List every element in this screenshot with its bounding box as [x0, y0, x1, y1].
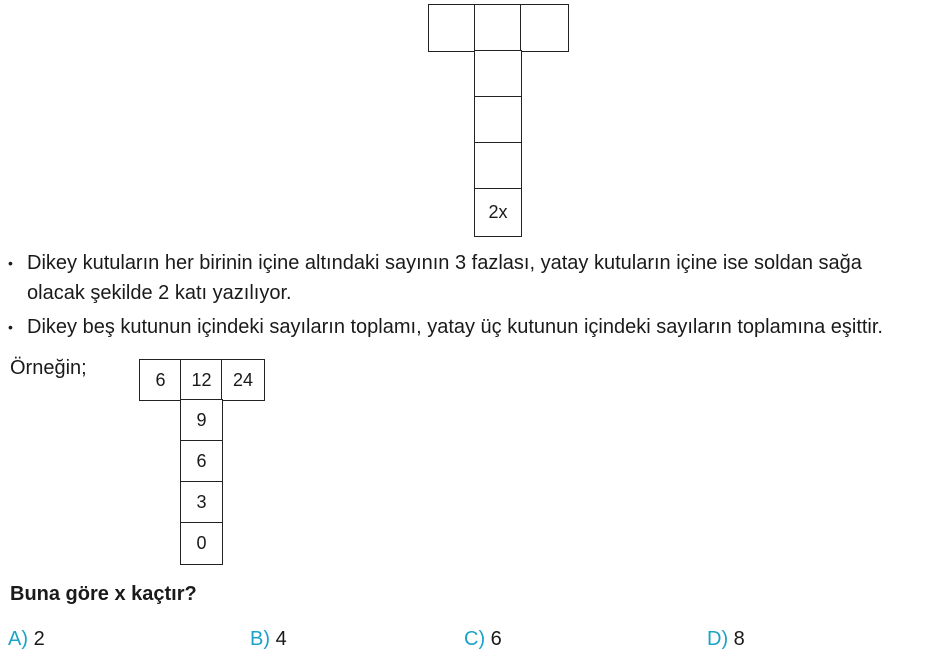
example-top-box-3: 24 — [221, 359, 265, 401]
top-row-box-3 — [520, 4, 569, 52]
column-box-2 — [474, 96, 522, 144]
top-row-box-2 — [474, 4, 522, 52]
top-row-box-1 — [428, 4, 476, 52]
column-box-1 — [474, 50, 522, 98]
option-d[interactable] — [707, 628, 745, 651]
bullet-1 — [8, 249, 951, 309]
option-a-value: 2 — [33, 628, 45, 650]
column-box-3 — [474, 142, 522, 190]
bullet-2 — [8, 313, 951, 343]
example-column-box-2: 6 — [180, 440, 223, 483]
column-box-4: 2x — [474, 188, 522, 237]
option-b-letter: B) — [250, 628, 270, 650]
option-b[interactable] — [250, 628, 287, 651]
bullet-dot: • — [8, 319, 13, 335]
example-column-box-4: 0 — [180, 522, 223, 565]
option-d-value: 8 — [733, 628, 745, 650]
bullet-2-line-1: Dikey beş kutunun içindeki sayıların toplamı, yatay üç kutunun içindeki sayıların toplamına eşittir. — [27, 316, 883, 338]
bullet-1-line-2: olacak şekilde 2 katı yazılıyor. — [27, 282, 292, 304]
example-label: Örneğin; — [10, 357, 87, 379]
example-top-box-1: 6 — [139, 359, 182, 401]
option-d-letter: D) — [707, 628, 729, 650]
option-c-value: 6 — [490, 628, 502, 650]
option-a-letter: A) — [8, 628, 28, 650]
option-c-letter: C) — [464, 628, 486, 650]
option-c[interactable] — [464, 628, 502, 651]
example-column-box-3: 3 — [180, 481, 223, 524]
bullet-1-line-1: Dikey kutuların her birinin içine altındaki sayının 3 fazlası, yatay kutuların içine ise soldan sağa — [27, 252, 862, 274]
option-a[interactable] — [8, 628, 45, 651]
example-column-box-1: 9 — [180, 399, 223, 442]
question-text: Buna göre x kaçtır? — [10, 583, 197, 605]
bullet-dot: • — [8, 255, 13, 271]
example-top-box-2: 12 — [180, 359, 223, 401]
option-b-value: 4 — [275, 628, 287, 650]
